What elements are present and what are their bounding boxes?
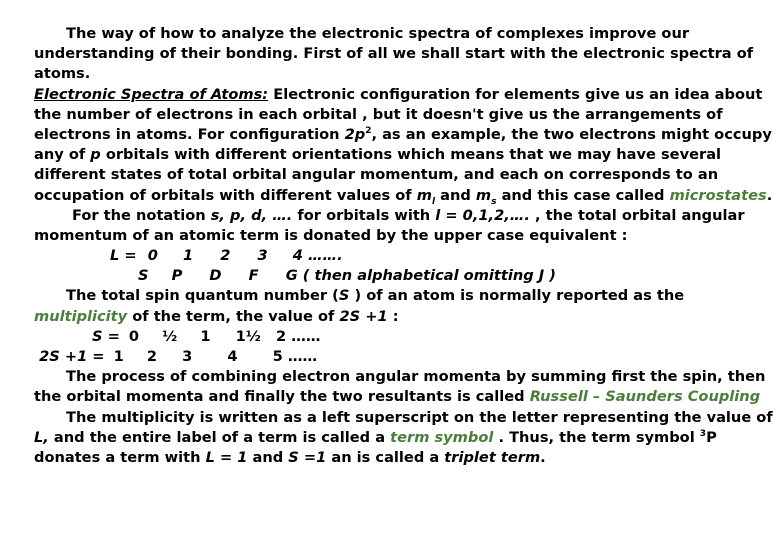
multiplicity-term: multiplicity (34, 307, 128, 325)
para2-line1: Electronic Spectra of Atoms: Electronic configuration for elements give us an idea about (34, 85, 763, 103)
triplet-term: triplet term (444, 448, 541, 466)
para1-line2: understanding of their bonding. First of all we shall start with the electronic spectra of (34, 45, 754, 63)
multiplicity-values-row: 2S +1 = 1 2 3 4 5 …… (39, 348, 318, 365)
para2-line6: occupation of orbitals with different values of $m_l$ and $m_s$ and this case called microstates. (34, 186, 773, 207)
para6-line1: The multiplicity is written as a left superscript on the letter representing the value of (66, 408, 773, 426)
para1-line3: atoms. (34, 65, 91, 83)
para4-line2: multiplicity of the term, the value of 2S +1 : (34, 307, 399, 325)
para5-line1: The process of combining electron angular momenta by summing first the spin, then (66, 368, 766, 386)
para2-line2: the number of electrons in each orbital , but it doesn't give us the arrangements of (34, 105, 723, 123)
s-values-row: S = 0 ½ 1 1½ 2 …… (92, 327, 321, 345)
l-values-row: L = 0 1 2 3 4 ……. (110, 247, 343, 265)
para2-line3: electrons in atoms. For configuration $2p^2$, as an example, the two electrons might occupy (34, 125, 772, 143)
slide-text (34, 24, 773, 468)
russell-saunders-term: Russell – Saunders Coupling (529, 388, 761, 406)
term-symbol-term: term symbol (390, 428, 494, 446)
microstates-term: microstates (669, 186, 767, 204)
para4-line1: The total spin quantum number (S ) of an atom is normally reported as the (66, 287, 685, 305)
para6-line3: donates a term with L = 1 and S =1 an is called a triplet term. (34, 448, 546, 466)
para5-line2: the orbital momenta and finally the two resultants is called Russell – Saunders Coupling (34, 388, 761, 406)
para2-line4: any of p orbitals with different orientations which means that we may have several (34, 146, 722, 164)
config: 2p (344, 125, 366, 143)
para3-line1: For the notation s, p, d, …. for orbitals with l = 0,1,2,…. , the total orbital angular (72, 206, 745, 224)
letters-row: S P D F G ( then alphabetical omitting J ) (138, 267, 556, 285)
para1-line1: The way of how to analyze the electronic spectra of complexes improve our (66, 25, 690, 42)
para3-line2: momentum of an atomic term is donated by the upper case equivalent : (34, 226, 628, 244)
para6-line2: L, and the entire label of a term is called a term symbol . Thus, the term symbol $^3$P (34, 428, 717, 446)
section-heading: Electronic Spectra of Atoms: (34, 85, 269, 103)
para2-line5: different states of total orbital angular momentum, and each on corresponds to an (34, 166, 719, 184)
